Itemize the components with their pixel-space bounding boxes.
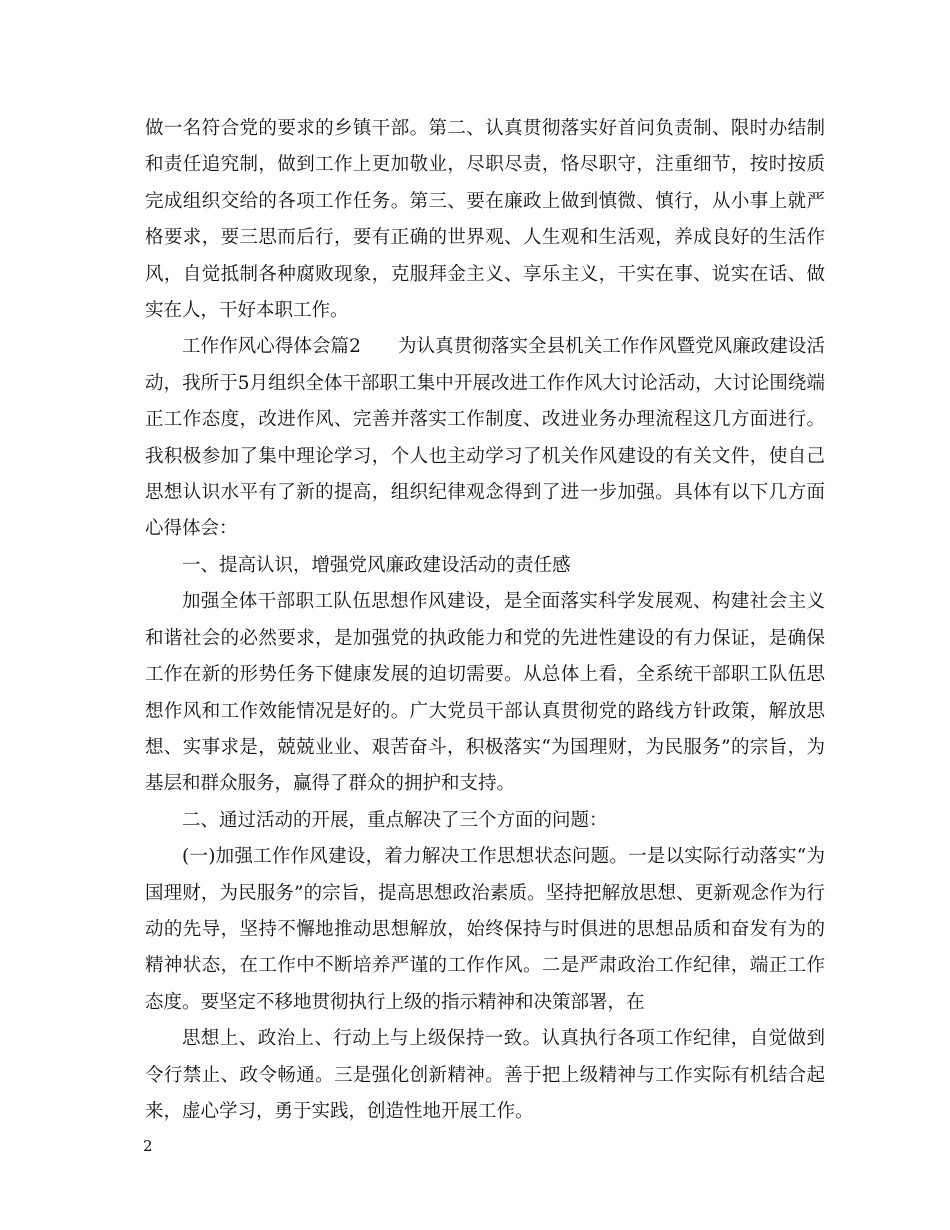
paragraph-1: 做一名符合党的要求的乡镇干部。第二、认真贯彻落实好首问负责制、限时办结制和责任追究制，做到工作上更加敬业，尽职尽责，恪尽职守，注重细节，按时按质完成组织交给的各项工作任务。第三、要在廉政上做到慎微、慎行，从小事上就严格要求，要三思而后行，要有正确的世界观、人生观和生活观，养成良好的生活作风，自觉抵制各种腐败现象，克服拜金主义、享乐主义，干实在事、说实在话、做实在人，干好本职工作。: [145, 118, 825, 322]
section-heading-2: 二、通过活动的开展，重点解决了三个方面的问题：: [182, 809, 608, 831]
paragraph-5: 思想上、政治上、行动上与上级保持一致。认真执行各项工作纪律，自觉做到令行禁止、政令畅通。三是强化创新精神。善于把上级精神与工作实际有机结合起来，虚心学习，勇于实践，创造性地开展工作。: [145, 1028, 825, 1122]
section-heading-1: 一、提高认识，增强党风廉政建设活动的责任感: [182, 554, 571, 576]
page-number: 2: [143, 1137, 153, 1155]
paragraph-3: 加强全体干部职工队伍思想作风建设，是全面落实科学发展观、构建社会主义和谐社会的必然要求，是加强党的执政能力和党的先进性建设的有力保证，是确保工作在新的形势任务下健康发展的迫切需要。从总体上看，全系统干部职工队伍思想作风和工作效能情况是好的。广大党员干部认真贯彻党的路线方针政策，解放思想、实事求是，兢兢业业、艰苦奋斗，积极落实“为国理财，为民服务”的宗旨，为基层和群众服务，赢得了群众的拥护和支持。: [145, 591, 825, 795]
body-text: [145, 111, 825, 1130]
paragraph-2: 工作作风心得体会篇2 为认真贯彻落实全县机关工作作风暨党风廉政建设活动，我所于5月组织全体干部职工集中开展改进工作作风大讨论活动，大讨论围绕端正工作态度，改进作风、完善并落实工作制度、改进业务办理流程这几方面进行。我积极参加了集中理论学习，个人也主动学习了机关作风建设的有关文件，使自己思想认识水平有了新的提高，组织纪律观念得到了进一步加强。具体有以下几方面心得体会：: [145, 336, 825, 540]
paragraph-4: (一)加强工作作风建设，着力解决工作思想状态问题。一是以实际行动落实“为国理财，为民服务”的宗旨，提高思想政治素质。坚持把解放思想、更新观念作为行动的先导，坚持不懈地推动思想解放，始终保持与时俱进的思想品质和奋发有为的精神状态，在工作中不断培养严谨的工作作风。二是严肃政治工作纪律，端正工作态度。要坚定不移地贯彻执行上级的指示精神和决策部署，在: [145, 846, 825, 1013]
